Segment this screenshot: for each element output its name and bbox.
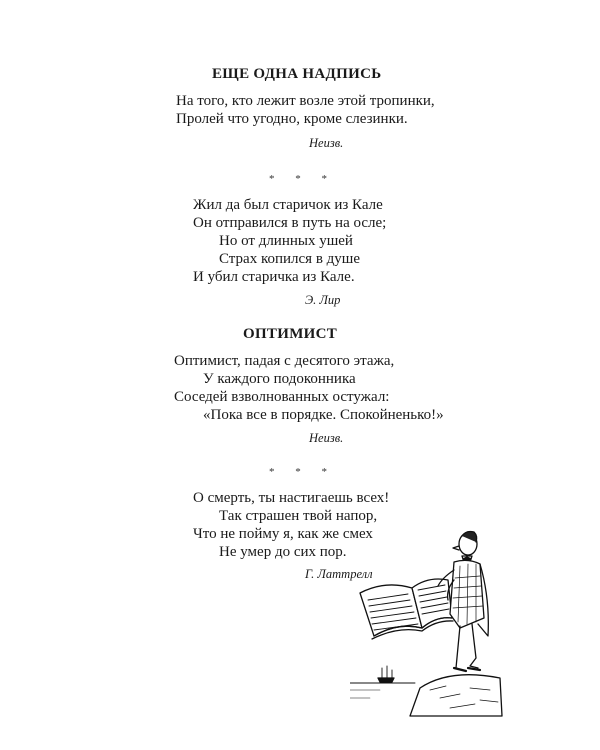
poem-2-line-4: Страх копился в душе bbox=[219, 251, 360, 267]
poem-2-line-2: Он отправился в путь на осле; bbox=[193, 215, 387, 231]
poem-3-line-4: «Пока все в порядке. Спокойненько!» bbox=[203, 407, 444, 423]
poem-1-title: ЕЩЕ ОДНА НАДПИСЬ bbox=[212, 66, 382, 82]
poem-2-line-1: Жил да был старичок из Кале bbox=[193, 197, 383, 213]
poem-3-line-1: Оптимист, падая с десятого этажа, bbox=[174, 353, 395, 369]
poem-2-line-5: И убил старичка из Кале. bbox=[193, 269, 355, 285]
poem-4-line-1: О смерть, ты настигаешь всех! bbox=[193, 490, 390, 506]
poem-4-line-2: Так страшен твой напор, bbox=[219, 508, 378, 524]
poem-1-author: Неизв. bbox=[309, 136, 344, 150]
poem-4-author: Г. Латтрелл bbox=[305, 567, 373, 581]
poem-1-line-1: На того, кто лежит возле этой тропинки, bbox=[176, 93, 435, 109]
poem-3-line-2: У каждого подоконника bbox=[203, 371, 356, 387]
poem-3-author: Неизв. bbox=[309, 431, 344, 445]
poem-4-separator: * * * bbox=[269, 466, 336, 478]
poem-2-separator: * * * bbox=[269, 173, 336, 185]
poem-3-title: ОПТИМИСТ bbox=[243, 326, 338, 342]
poem-2-author: Э. Лир bbox=[305, 293, 341, 307]
poem-4-line-3: Что не пойму я, как же смех bbox=[193, 526, 373, 542]
poem-3-line-3: Соседей взволнованных остужал: bbox=[174, 389, 390, 405]
poem-4-line-4: Не умер до сих пор. bbox=[219, 544, 347, 560]
man-reading-book-illustration bbox=[350, 518, 505, 718]
poem-2-line-3: Но от длинных ушей bbox=[219, 233, 353, 249]
poem-1-line-2: Пролей что угодно, кроме слезинки. bbox=[176, 111, 408, 127]
